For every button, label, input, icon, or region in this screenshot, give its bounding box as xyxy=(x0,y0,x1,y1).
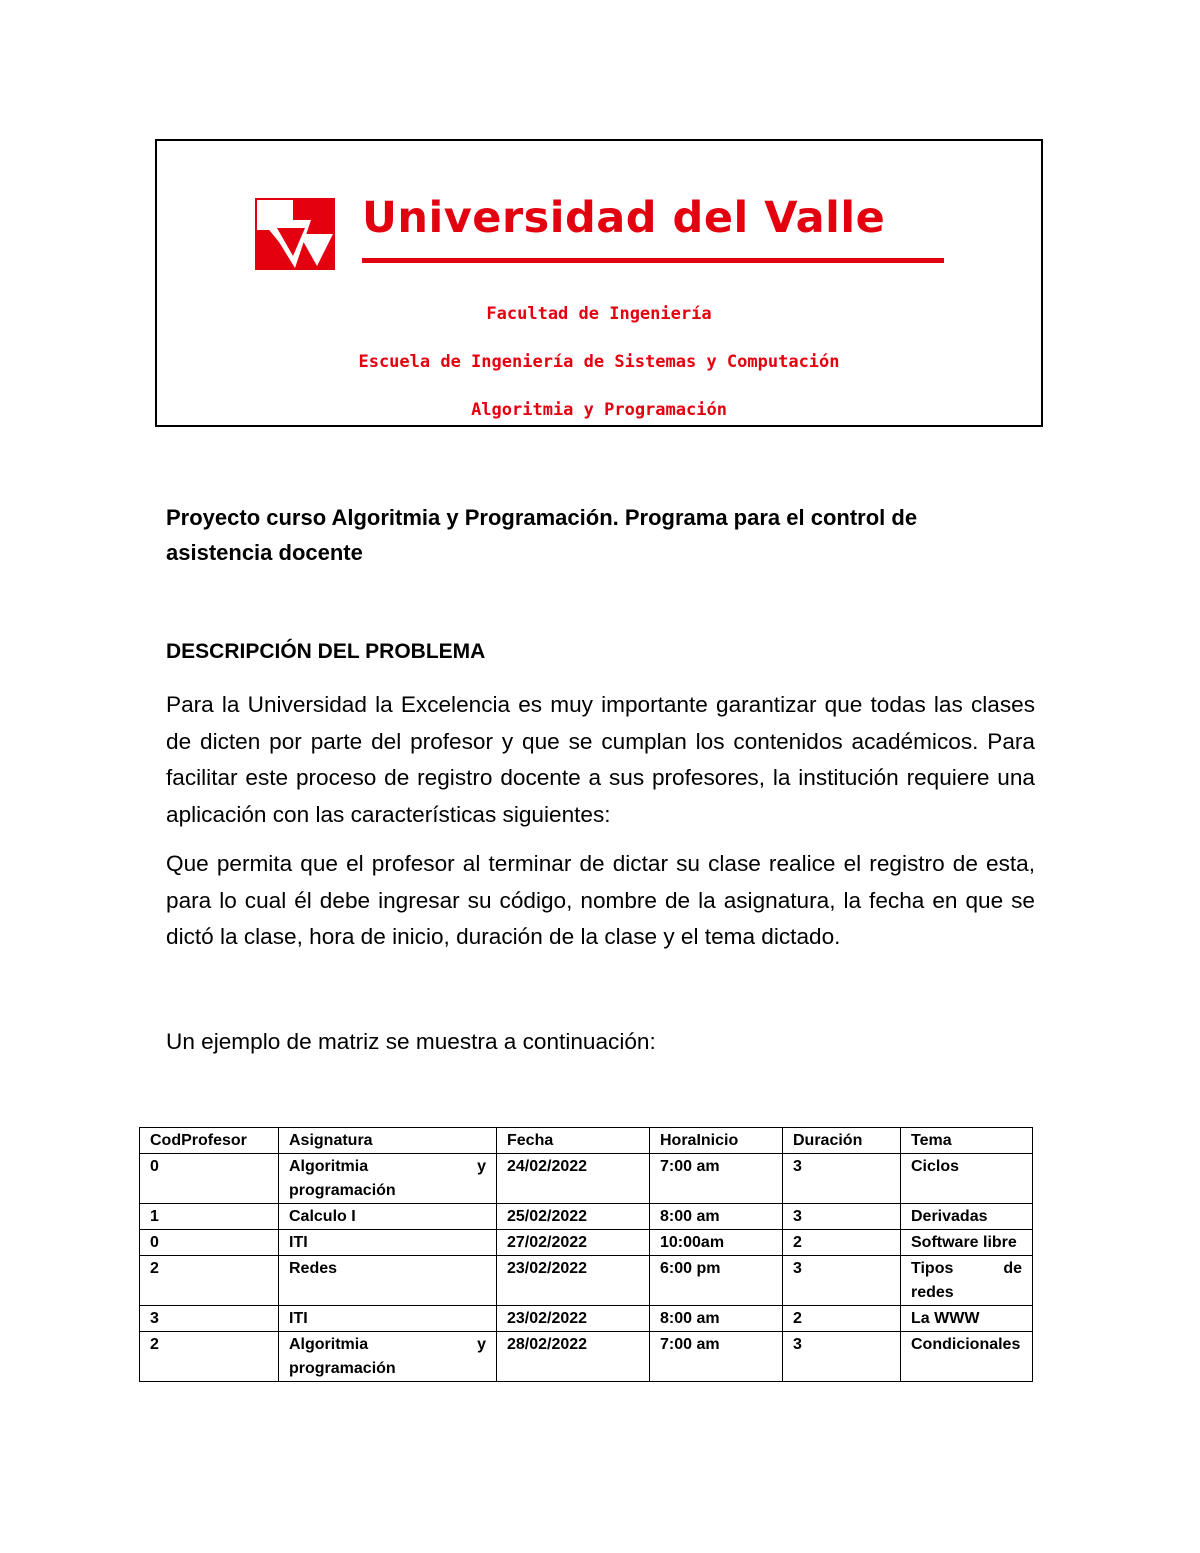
table-header-row xyxy=(140,1128,1033,1154)
table-cell: Software libre xyxy=(901,1230,1033,1256)
course-name: Algoritmia y Programación xyxy=(471,400,727,420)
column-header: HoraInicio xyxy=(650,1128,783,1154)
university-header xyxy=(155,139,1043,427)
table-cell: 7:00 am xyxy=(650,1154,783,1204)
paragraph-requirements: Que permita que el profesor al terminar de dictar su clase realice el registro de esta, para lo cual él debe ingresar su código, nombre de la asignatura, la fecha en que se dictó la clase, hora de inicio, duración de la clase y el tema dictado. xyxy=(166,851,1035,949)
table-cell: 3 xyxy=(783,1204,901,1230)
table-cell: Ciclos xyxy=(901,1154,1033,1204)
table-cell: 8:00 am xyxy=(650,1204,783,1230)
table-cell: 3 xyxy=(783,1332,901,1382)
table-cell: 3 xyxy=(783,1154,901,1204)
table-cell: 27/02/2022 xyxy=(497,1230,650,1256)
table-cell xyxy=(901,1256,1033,1306)
table-cell: 0 xyxy=(140,1230,279,1256)
faculty-name: Facultad de Ingeniería xyxy=(486,304,712,324)
table-row xyxy=(140,1230,1033,1256)
column-header: Duración xyxy=(783,1128,901,1154)
table-cell: Derivadas xyxy=(901,1204,1033,1230)
table-cell: 2 xyxy=(140,1332,279,1382)
table-row xyxy=(140,1332,1033,1382)
table-cell: 25/02/2022 xyxy=(497,1204,650,1230)
university-name-underline xyxy=(362,258,944,263)
table-cell: 0 xyxy=(140,1154,279,1204)
table-cell: 10:00am xyxy=(650,1230,783,1256)
table-cell: ITI xyxy=(279,1230,497,1256)
table-cell xyxy=(279,1332,497,1382)
table-row xyxy=(140,1306,1033,1332)
table-cell: 2 xyxy=(783,1230,901,1256)
attendance-matrix-table xyxy=(139,1127,1033,1382)
column-header: Tema xyxy=(901,1128,1033,1154)
section-heading: DESCRIPCIÓN DEL PROBLEMA xyxy=(166,640,486,663)
table-cell: 2 xyxy=(140,1256,279,1306)
column-header: Fecha xyxy=(497,1128,650,1154)
table-cell: La WWW xyxy=(901,1306,1033,1332)
table-cell xyxy=(279,1154,497,1204)
university-name: Universidad del Valle xyxy=(362,193,886,243)
table-cell-text: Tipos de redes xyxy=(911,1260,1022,1301)
column-header: CodProfesor xyxy=(140,1128,279,1154)
table-cell: Redes xyxy=(279,1256,497,1306)
table-cell: 3 xyxy=(140,1306,279,1332)
table-row xyxy=(140,1256,1033,1306)
project-title: Proyecto curso Algoritmia y Programación. Programa para el control de asistencia docente xyxy=(166,505,918,565)
table-cell: 28/02/2022 xyxy=(497,1332,650,1382)
paragraph-example-intro: Un ejemplo de matriz se muestra a continuación: xyxy=(166,1029,656,1054)
table-cell: 3 xyxy=(783,1256,901,1306)
table-cell: Calculo I xyxy=(279,1204,497,1230)
university-logo-icon xyxy=(255,198,335,270)
table-cell: Condicionales xyxy=(901,1332,1033,1382)
table-cell-text: Algoritmia y programación xyxy=(289,1336,486,1377)
table-cell: 8:00 am xyxy=(650,1306,783,1332)
table-row xyxy=(140,1154,1033,1204)
paragraph-intro: Para la Universidad la Excelencia es muy importante garantizar que todas las clases de dicten por parte del profesor y que se cumplan los contenidos académicos. Para facilitar este proceso de registro docente a sus profesores, la institución requiere una aplicación con las características siguientes: xyxy=(166,692,1035,827)
table-row xyxy=(140,1204,1033,1230)
table-cell: 1 xyxy=(140,1204,279,1230)
school-name: Escuela de Ingeniería de Sistemas y Computación xyxy=(358,352,840,372)
table-cell: 23/02/2022 xyxy=(497,1306,650,1332)
table-cell: 6:00 pm xyxy=(650,1256,783,1306)
table-cell: 7:00 am xyxy=(650,1332,783,1382)
table-cell: 24/02/2022 xyxy=(497,1154,650,1204)
table-cell: ITI xyxy=(279,1306,497,1332)
table-cell: 2 xyxy=(783,1306,901,1332)
column-header: Asignatura xyxy=(279,1128,497,1154)
table-cell-text: Algoritmia y programación xyxy=(289,1158,486,1199)
table-cell: 23/02/2022 xyxy=(497,1256,650,1306)
